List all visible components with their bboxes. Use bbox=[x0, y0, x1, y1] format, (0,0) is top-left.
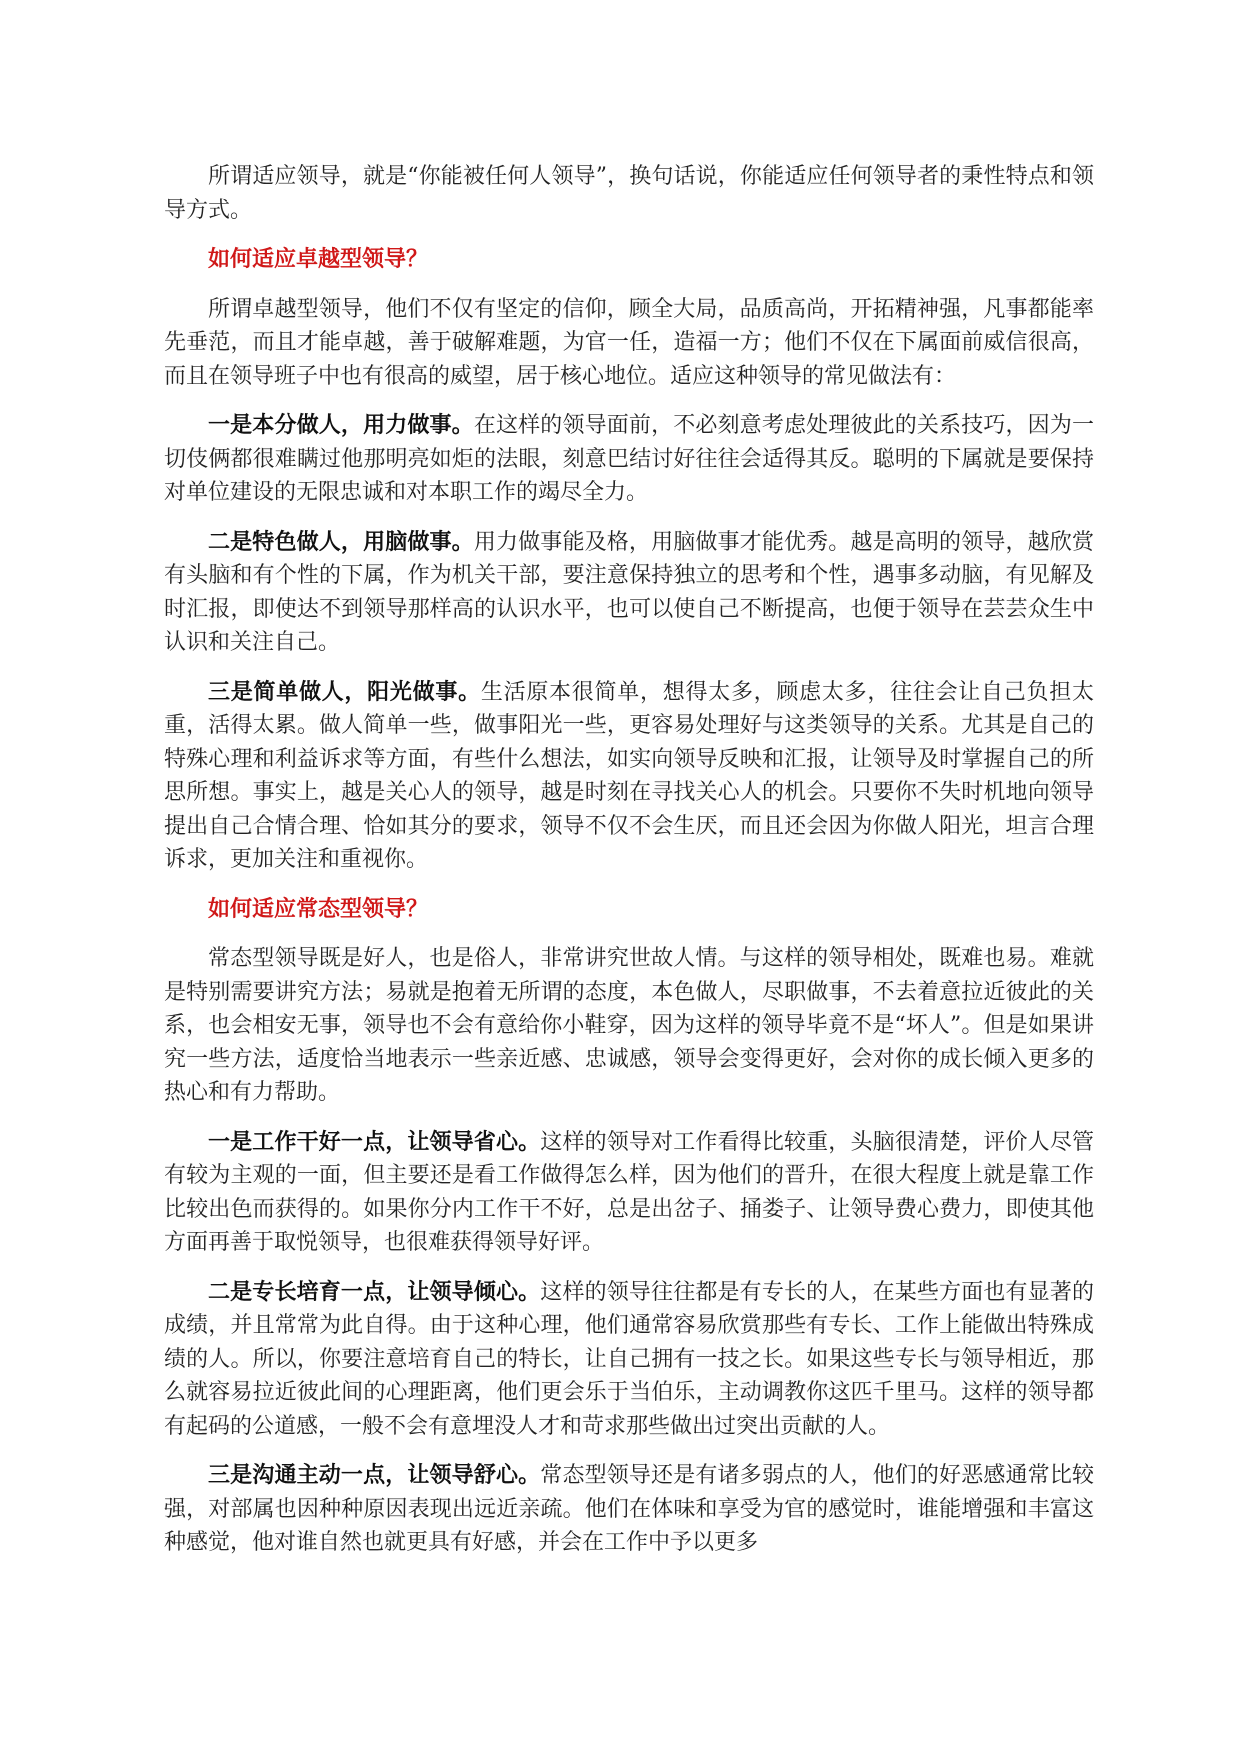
point-lead: 一是工作干好一点，让领导省心。 bbox=[208, 1128, 541, 1155]
paragraph-text: 所谓卓越型领导，他们不仅有坚定的信仰，顾全大局，品质高尚，开拓精神强，凡事都能率先垂范，而且才能卓越，善于破解难题，为官一任，造福一方；他们不仅在下属面前威信很高，而且在领导班子中也有很高的威望，居于核心地位。适应这种领导的常见做法有： bbox=[164, 296, 1094, 389]
intro-text: 所谓适应领导，就是“你能被任何人领导”，换句话说，你能适应任何领导者的秉性特点和领导方式。 bbox=[164, 164, 1094, 223]
normal-leader-point-1 bbox=[164, 1126, 1094, 1260]
point-lead: 三是沟通主动一点，让领导舒心。 bbox=[208, 1462, 541, 1488]
heading-text: 如何适应卓越型领导？ bbox=[208, 246, 429, 272]
heading-text: 如何适应常态型领导？ bbox=[208, 895, 429, 922]
point-text: 在这样的领导面前，不必刻意考虑处理彼此的关系技巧，因为一切伎俩都很难瞒过他那明亮如炬的法眼，刻意巴结讨好往往会适得其反。聪明的下属就是要保持对单位建设的无限忠诚和对本职工作的竭尽全力。 bbox=[164, 413, 1094, 505]
point-text: 这样的领导对工作看得比较重，头脑很清楚，评价人尽管有较为主观的一面，但主要还是看工作做得怎么样，因为他们的晋升，在很大程度上就是靠工作比较出色而获得的。如果你分内工作干不好，总是出岔子、捅娄子、让领导费心费力，即使其他方面再善于取悦领导，也很难获得领导好评。 bbox=[164, 1129, 1094, 1255]
excellent-leader-description bbox=[164, 293, 1094, 394]
excellent-leader-point-3 bbox=[164, 676, 1094, 877]
excellent-leader-point-2 bbox=[164, 526, 1094, 660]
point-lead: 一是本分做人，用力做事。 bbox=[208, 412, 474, 438]
document-page bbox=[164, 160, 1094, 1576]
excellent-leader-point-1 bbox=[164, 409, 1094, 510]
point-text: 这样的领导往往都是有专长的人，在某些方面也有显著的成绩，并且常常为此自得。由于这种心理，他们通常容易欣赏那些有专长、工作上能做出特殊成绩的人。所以，你要注意培育自己的特长，让自己拥有一技之长。如果这些专长与领导相近，那么就容易拉近彼此间的心理距离，他们更会乐于当伯乐，主动调教你这匹千里马。这样的领导都有起码的公道感，一般不会有意埋没人才和苛求那些做出过突出贡献的人。 bbox=[164, 1279, 1094, 1439]
point-text: 生活原本很简单，想得太多，顾虑太多，往往会让自己负担太重，活得太累。做人简单一些，做事阳光一些，更容易处理好与这类领导的关系。尤其是自己的特殊心理和利益诉求等方面，有些什么想法，如实向领导反映和汇报，让领导及时掌握自己的所思所想。事实上，越是关心人的领导，越是时刻在寻找关心人的机会。只要你不失时机地向领导提出自己合情合理、恰如其分的要求，领导不仅不会生厌，而且还会因为你做人阳光，坦言合理诉求，更加关注和重视你。 bbox=[164, 679, 1094, 872]
section-heading-excellent-leader bbox=[164, 243, 1094, 277]
point-lead: 二是特色做人，用脑做事。 bbox=[208, 528, 474, 555]
section-heading-normal-leader bbox=[164, 893, 1094, 927]
point-text: 用力做事能及格，用脑做事才能优秀。越是高明的领导，越欣赏有头脑和有个性的下属，作为机关干部，要注意保持独立的思考和个性，遇事多动脑，有见解及时汇报，即使达不到领导那样高的认识水平，也可以使自己不断提高，也便于领导在芸芸众生中认识和关注自己。 bbox=[164, 529, 1094, 655]
point-lead: 二是专长培育一点，让领导倾心。 bbox=[208, 1278, 541, 1305]
point-text: 常态型领导还是有诸多弱点的人，他们的好恶感通常比较强，对部属也因种种原因表现出远近亲疏。他们在体味和享受为官的感觉时，谁能增强和丰富这种感觉，他对谁自然也就更具有好感，并会在工作中予以更多 bbox=[164, 1463, 1094, 1555]
paragraph-text: 常态型领导既是好人，也是俗人，非常讲究世故人情。与这样的领导相处，既难也易。难就是特别需要讲究方法；易就是抱着无所谓的态度，本色做人，尽职做事，不去着意拉近彼此的关系，也会相安无事，领导也不会有意给你小鞋穿，因为这样的领导毕竟不是“坏人”。但是如果讲究一些方法，适度恰当地表示一些亲近感、忠诚感，领导会变得更好，会对你的成长倾入更多的热心和有力帮助。 bbox=[164, 946, 1094, 1105]
normal-leader-point-2 bbox=[164, 1276, 1094, 1444]
intro-paragraph bbox=[164, 160, 1094, 227]
normal-leader-point-3 bbox=[164, 1459, 1094, 1560]
point-lead: 三是简单做人，阳光做事。 bbox=[208, 678, 481, 705]
normal-leader-description bbox=[164, 942, 1094, 1110]
